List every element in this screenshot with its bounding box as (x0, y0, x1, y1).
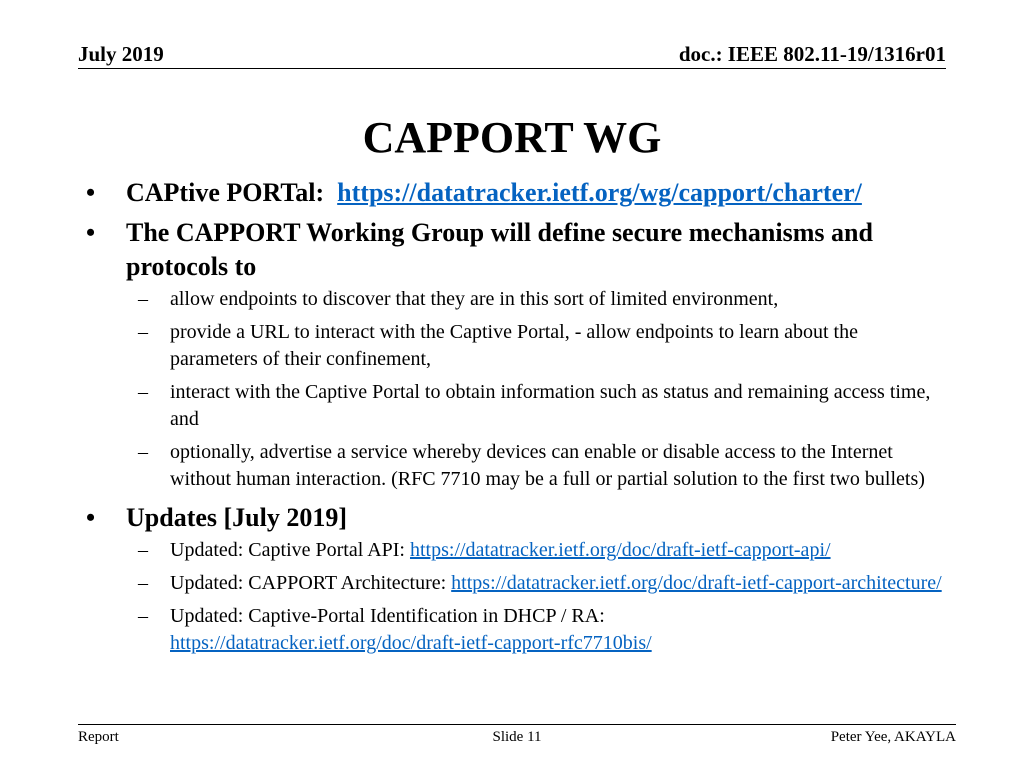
footer-slide-number: Slide 11 (492, 729, 542, 745)
slide-header (78, 42, 946, 69)
header-date: July 2019 (78, 42, 164, 66)
update-label: Updated: Captive Portal API: (170, 539, 405, 561)
dash-icon: – (138, 288, 148, 310)
bullet-captive-portal (80, 176, 950, 210)
bullet-text: Updates [July 2019] (126, 503, 348, 532)
header-doc-id: doc.: IEEE 802.11-19/1316r01 (678, 42, 946, 66)
dash-icon: – (138, 539, 148, 561)
dash-icon: – (138, 441, 148, 463)
dash-icon: – (138, 572, 148, 594)
sub-bullet (80, 379, 950, 433)
bullet-icon: • (86, 178, 96, 207)
bullet-icon: • (86, 218, 96, 247)
dash-icon: – (138, 321, 148, 343)
capport-architecture-link[interactable]: https://datatracker.ietf.org/doc/draft-ietf-capport-architecture/ (451, 572, 942, 594)
footer-author: Peter Yee, AKAYLA (830, 729, 956, 745)
slide-content (80, 176, 950, 657)
bullet-text: The CAPPORT Working Group will define secure mechanisms and protocols to (126, 218, 873, 281)
sub-bullet-text: allow endpoints to discover that they are in this sort of limited environment, (170, 288, 779, 310)
footer-report: Report (78, 729, 119, 745)
sub-bullet-text: optionally, advertise a service whereby devices can enable or disable access to the Internet without human interaction. (RFC 7710 may be a full or partial solution to the first two bullets) (170, 441, 925, 490)
sub-bullet (80, 286, 950, 313)
slide-title: CAPPORT WG (362, 113, 662, 162)
capport-charter-link[interactable]: https://datatracker.ietf.org/wg/capport/charter/ (337, 178, 862, 207)
bullet-icon: • (86, 503, 96, 532)
sub-bullet (80, 439, 950, 493)
sub-bullet-text: interact with the Captive Portal to obtain information such as status and remaining access time, and (170, 381, 931, 430)
bullet-label: CAPtive PORTal: (126, 178, 325, 207)
update-label: Updated: CAPPORT Architecture: (170, 572, 447, 594)
slide-footer (78, 724, 956, 745)
sub-bullet-text: provide a URL to interact with the Captive Portal, - allow endpoints to learn about the parameters of their confinement, (170, 321, 858, 370)
update-item (80, 603, 950, 657)
dash-icon: – (138, 381, 148, 403)
capport-rfc7710bis-link[interactable]: https://datatracker.ietf.org/doc/draft-ietf-capport-rfc7710bis/ (170, 632, 652, 654)
dash-icon: – (138, 605, 148, 627)
bullet-updates (80, 501, 950, 535)
update-item (80, 570, 950, 597)
update-label: Updated: Captive-Portal Identification in DHCP / RA: (170, 605, 605, 627)
update-item (80, 537, 950, 564)
sub-bullet (80, 319, 950, 373)
bullet-working-group (80, 216, 950, 284)
capport-api-link[interactable]: https://datatracker.ietf.org/doc/draft-ietf-capport-api/ (409, 539, 831, 561)
